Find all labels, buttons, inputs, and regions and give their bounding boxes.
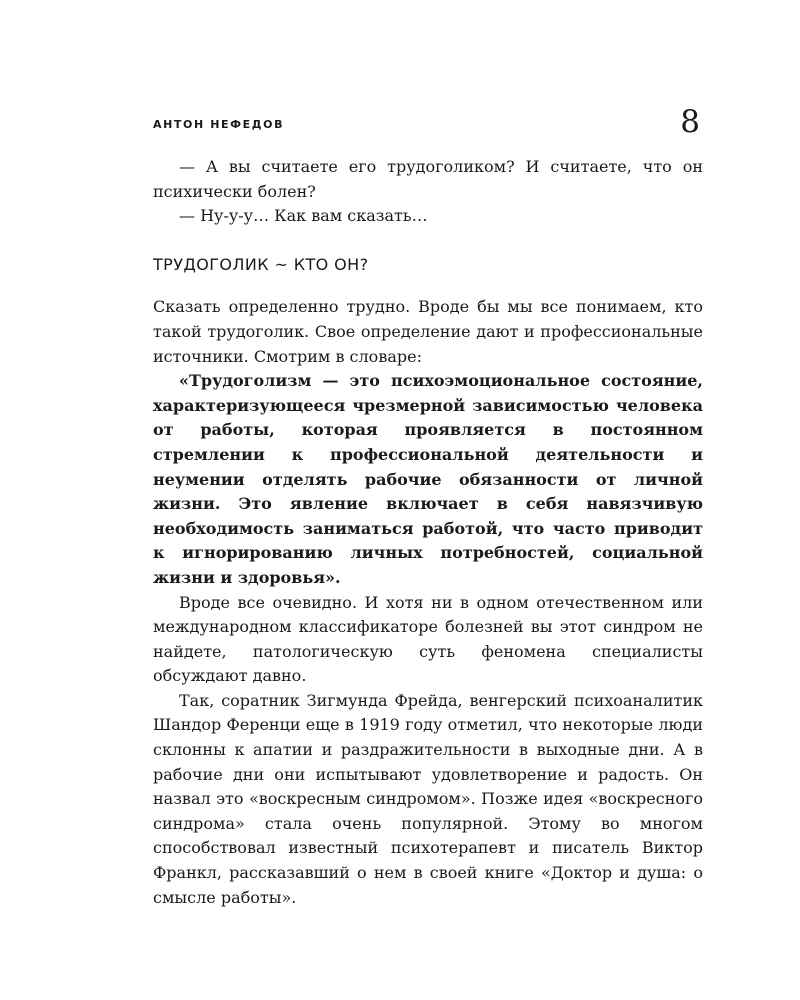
paragraph-3: Вроде все очевидно. И хотя ни в одном отечественном или международном классификаторе болезней вы этот синдром не найдете, патологическую суть феномена специалисты обсуждают давно. [153,592,703,686]
dialogue-line-2: — Ну-у-у… Как вам сказать… [179,206,428,226]
paragraph-intro: Сказать определенно трудно. Вроде бы мы все понимаем, кто такой трудоголик. Свое определение дают и профессиональные источники. Смотрим в словаре: [153,297,703,366]
page-body [153,155,703,910]
paragraph-4: Так, соратник Зигмунда Фрейда, венгерский психоаналитик Шандор Ференци еще в 1919 году отметил, что некоторые люди склонны к апатии и раздражительности в выходные дни. А в рабочие дни они испытывают удовлетворение и радость. Он назвал это «воскресным синдромом». Позже идея «воскресного синдрома» стала очень популярной. Этому во многом способствовал известный психотерапевт и писатель Виктор Франкл, рассказавший о нем в своей книге «Доктор и душа: о смысле работы». [153,690,703,907]
running-header-author: АНТОН НЕФЕДОВ [153,118,285,131]
dialogue-line-1: — А вы считаете его трудоголиком? И считаете, что он психически болен? [153,157,703,201]
page-number: 8 [680,104,700,140]
section-heading: ТРУДОГОЛИК ~ КТО ОН? [153,254,369,274]
dictionary-quote: «Трудоголизм — это психоэмоциональное состояние, характеризующееся чрезмерной зависимостью человека от работы, которая проявляется в постоянном стремлении к профессиональной деятельности и неумении отделять рабочие обязанности от личной жизни. Это явление включает в себя навязчивую необходимость заниматься работой, что часто приводит к игнорированию личных потребностей, социальной жизни и здоровья». [153,371,703,587]
